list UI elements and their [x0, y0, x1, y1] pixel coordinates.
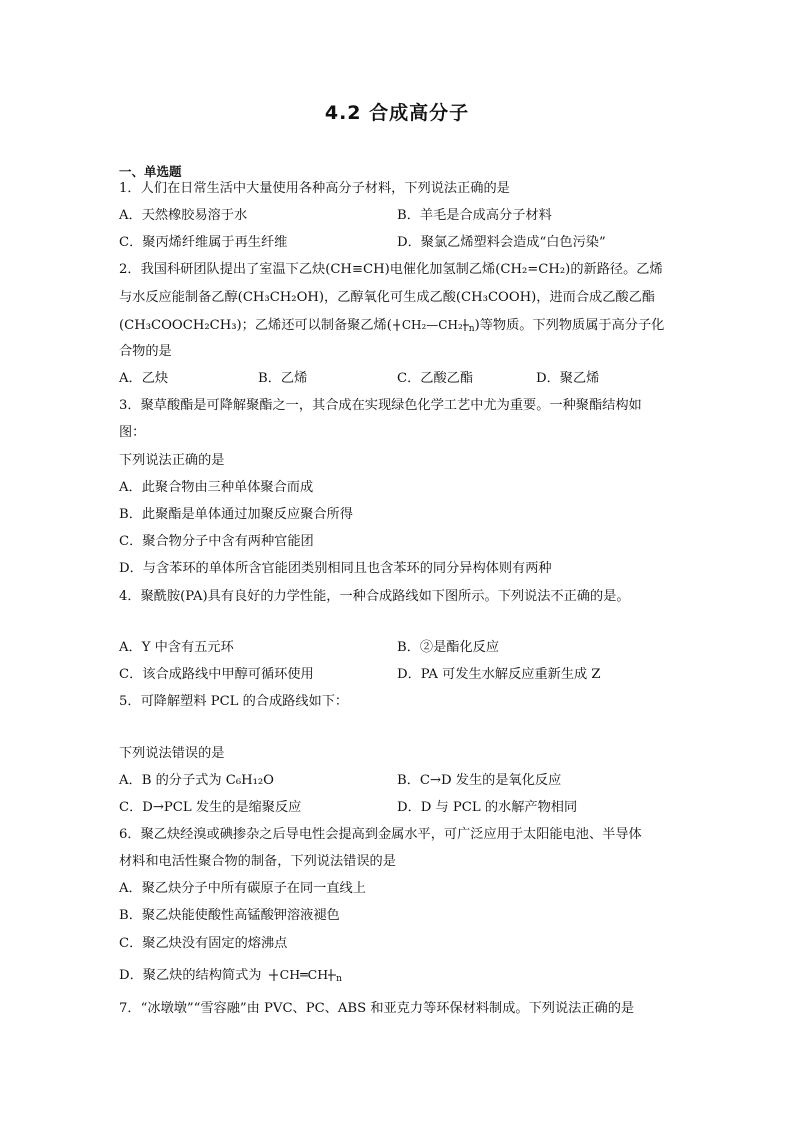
- polymer-bracket-icon: [268, 967, 278, 983]
- q2-option-d: D．聚乙烯: [536, 371, 600, 386]
- q2-line-3-tail: )等物质。下列物质属于高分子化: [474, 318, 665, 333]
- q2-option-b: B．乙烯: [258, 371, 308, 386]
- q4-option-a: A．Y 中含有五元环: [119, 640, 234, 655]
- q2-line-1: 2．我国科研团队提出了室温下乙炔(CH≡CH)电催化加氢制乙烯(CH₂=CH₂)的新路径。乙烯: [119, 262, 663, 277]
- q5-stem: 5．可降解塑料 PCL 的合成路线如下：: [119, 694, 349, 709]
- q3-line-2: 图：: [119, 425, 146, 440]
- q1-option-d: D．聚氯乙烯塑料会造成“白色污染”: [397, 235, 606, 250]
- polymer-bracket-right-icon: [463, 317, 469, 333]
- q2-line-3-text: (CH₃COOCH₂CH₃)；乙烯还可以制备聚乙烯(: [119, 318, 392, 333]
- q1-option-b: B．羊毛是合成高分子材料: [397, 208, 552, 223]
- q4-option-b: B．②是酯化反应: [397, 640, 500, 655]
- q5-line-2: 下列说法错误的是: [119, 746, 225, 761]
- q4-option-c: C．该合成路线中甲醇可循环使用: [119, 667, 314, 682]
- q2-option-c: C．乙酸乙酯: [397, 371, 474, 386]
- q4-option-d: D．PA 可发生水解反应重新生成 Z: [397, 667, 601, 682]
- q1-stem: 1．人们在日常生活中大量使用各种高分子材料，下列说法正确的是: [119, 181, 510, 196]
- q2-line-3: [119, 317, 664, 334]
- q5-option-a: A．B 的分子式为 C₆H₁₂O: [119, 773, 274, 788]
- q6-option-b: B．聚乙炔能使酸性高锰酸钾溶液褪色: [119, 908, 340, 923]
- q5-option-d: D．D 与 PCL 的水解产物相同: [397, 800, 578, 815]
- polyethylene-n: n: [468, 324, 475, 334]
- q6-line-1: 6．聚乙炔经溴或碘掺杂之后导电性会提高到金属水平，可广泛应用于太阳能电池、半导体: [119, 827, 642, 842]
- q4-stem: 4．聚酰胺(PA)具有良好的力学性能，一种合成路线如下图所示。下列说法不正确的是。: [119, 589, 630, 604]
- q3-line-1: 3．聚草酸酯是可降解聚酯之一，其合成在实现绿色化学工艺中尤为重要。一种聚酯结构如: [119, 398, 642, 413]
- q3-option-a: A．此聚合物由三种单体聚合而成: [119, 480, 314, 495]
- page-title: 4.2 合成高分子: [324, 102, 470, 124]
- q6-option-d-text: D．聚乙炔的结构简式为: [119, 968, 262, 983]
- q3-option-d: D．与含苯环的单体所含官能团类别相同且也含苯环的同分异构体则有两种: [119, 561, 552, 576]
- q3-option-c: C．聚合物分子中含有两种官能团: [119, 534, 314, 549]
- q6-option-c: C．聚乙炔没有固定的熔沸点: [119, 936, 288, 951]
- q6-option-d: [119, 967, 342, 984]
- q3-line-3: 下列说法正确的是: [119, 453, 225, 468]
- polyacetylene-formula: [268, 967, 336, 984]
- q6-line-2: 材料和电活性聚合物的制备，下列说法错误的是: [119, 854, 396, 869]
- polyacetylene-repeat-unit: CH═CH: [279, 967, 329, 982]
- q3-option-b: B．此聚酯是单体通过加聚反应聚合所得: [119, 507, 353, 522]
- section-heading: 一、单选题: [119, 164, 182, 179]
- polyethylene-formula: [392, 317, 469, 334]
- q6-option-a: A．聚乙炔分子中所有碳原子在同一直线上: [119, 881, 366, 896]
- q5-option-c: C．D→PCL 发生的是缩聚反应: [119, 800, 302, 815]
- polymer-bracket-right-icon: [328, 967, 336, 983]
- q2-line-4: 合物的是: [119, 344, 172, 359]
- q2-line-2: 与水反应能制备乙醇(CH₃CH₂OH)，乙醇氧化可生成乙酸(CH₃COOH)，进而合成乙酸乙酯: [119, 290, 655, 305]
- q5-option-b: B．C→D 发生的是氧化反应: [397, 773, 562, 788]
- q1-option-a: A．天然橡胶易溶于水: [119, 208, 248, 223]
- q1-option-c: C．聚丙烯纤维属于再生纤维: [119, 235, 288, 250]
- polyacetylene-n: n: [336, 974, 342, 984]
- q7-stem: 7．“冰墩墩”“雪容融”由 PVC、PC、ABS 和亚克力等环保材料制成。下列说法正确的是: [119, 1001, 635, 1016]
- polymer-bracket-icon: [392, 317, 400, 333]
- polyethylene-repeat-unit: CH₂—CH₂: [401, 318, 463, 332]
- q2-option-a: A．乙炔: [119, 371, 169, 386]
